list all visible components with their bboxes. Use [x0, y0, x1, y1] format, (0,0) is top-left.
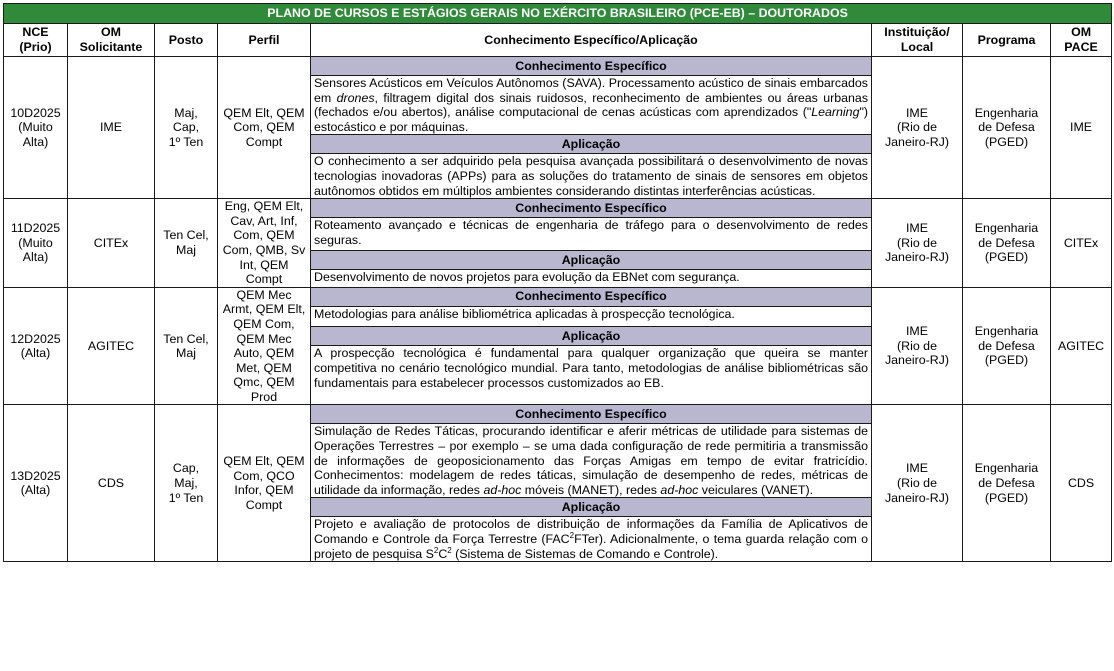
aplicacao-text: Desenvolvimento de novos projetos para evolução da EBNet com segurança.	[311, 270, 872, 287]
om-pace-cell: AGITEC	[1051, 287, 1112, 405]
posto-cell: Ten Cel, Maj	[155, 287, 218, 405]
header-instituicao: Instituição/ Local	[872, 24, 963, 57]
posto-cell: Ten Cel, Maj	[155, 199, 218, 288]
table-title: PLANO DE CURSOS E ESTÁGIOS GERAIS NO EXÉRCITO BRASILEIRO (PCE-EB) – DOUTORADOS	[4, 4, 1112, 24]
programa-cell: Engenharia de Defesa (PGED)	[963, 405, 1051, 562]
instituicao-cell: IME (Rio de Janeiro-RJ)	[872, 57, 963, 199]
section-conhecimento-label: Conhecimento Específico	[311, 287, 872, 306]
programa-cell: Engenharia de Defesa (PGED)	[963, 57, 1051, 199]
posto-cell: Cap, Maj, 1º Ten	[155, 405, 218, 562]
programa-cell: Engenharia de Defesa (PGED)	[963, 199, 1051, 288]
instituicao-cell: IME (Rio de Janeiro-RJ)	[872, 405, 963, 562]
conhecimento-text: Simulação de Redes Táticas, procurando identificar e aferir métricas de utilidade para sistemas de Operações Terrestres – por exemplo – se uma dada configuração de rede permitiria a transmissão de informações de geoposicionamento das Forças Amigas em tempo de evitar fratricídio. Conhecimentos: modelagem de redes táticas, simulação de desempenho de redes, métricas de utilidade da informação, redes ad-hoc móveis (MANET), redes ad-hoc veiculares (VANET).	[311, 424, 872, 498]
section-conhecimento-label: Conhecimento Específico	[311, 405, 872, 424]
column-header-row	[4, 24, 1112, 57]
section-aplicacao-label: Aplicação	[311, 327, 872, 346]
header-programa: Programa	[963, 24, 1051, 57]
nce-cell: 12D2025 (Alta)	[4, 287, 68, 405]
header-om-pace: OM PACE	[1051, 24, 1112, 57]
header-om-solicitante: OM Solicitante	[68, 24, 155, 57]
section-aplicacao-label: Aplicação	[311, 135, 872, 154]
section-conhecimento-label: Conhecimento Específico	[311, 199, 872, 218]
table-row	[4, 199, 1112, 218]
header-conhecimento: Conhecimento Específico/Aplicação	[311, 24, 872, 57]
conhecimento-text: Metodologias para análise bibliométrica aplicadas à prospecção tecnológica.	[311, 306, 872, 327]
table-row	[4, 287, 1112, 306]
conhecimento-text: Roteamento avançado e técnicas de engenharia de tráfego para o desenvolvimento de redes seguras.	[311, 218, 872, 251]
posto-cell: Maj, Cap, 1º Ten	[155, 57, 218, 199]
aplicacao-text: Projeto e avaliação de protocolos de distribuição de informações da Família de Aplicativos de Comando e Controle da Força Terrestre (FAC$^2$FTer). Adicionalmente, o tema guarda relação com o projeto de pesquisa $S^2C^2$ (Sistema de Sistemas de Comando e Controle).	[311, 517, 872, 562]
aplicacao-text: O conhecimento a ser adquirido pela pesquisa avançada possibilitará o desenvolvimento de novas tecnologias inovadoras (APPs) para as soluções do tratamento de sinais de sensores em objetos autônomos obtidos em múltiplos ambientes considerando distintas interferências acústicas.	[311, 154, 872, 199]
om-pace-cell: CITEx	[1051, 199, 1112, 288]
header-posto: Posto	[155, 24, 218, 57]
aplicacao-text: A prospecção tecnológica é fundamental para qualquer organização que queira se manter competitiva no cenário tecnológico mundial. Para tanto, metodologias de análise bibliométricas são fundamentais para estabelecer processos customizados ao EB.	[311, 346, 872, 405]
programa-cell: Engenharia de Defesa (PGED)	[963, 287, 1051, 405]
doutorados-table	[3, 3, 1112, 562]
conhecimento-text: Sensores Acústicos em Veículos Autônomos (SAVA). Processamento acústico de sinais embarcados em drones, filtragem digital dos sinais ruidosos, reconhecimento de ambientes ou áreas urbanas (fechados e/ou abertos), análise computacional de cenas acústicas com aprendizados ("Learning") estocástico e por máquinas.	[311, 76, 872, 135]
nce-cell: 13D2025 (Alta)	[4, 405, 68, 562]
section-aplicacao-label: Aplicação	[311, 251, 872, 270]
perfil-cell: QEM Elt, QEM Com, QCO Infor, QEM Compt	[218, 405, 311, 562]
om-pace-cell: CDS	[1051, 405, 1112, 562]
om-solicitante-cell: CDS	[68, 405, 155, 562]
table-row	[4, 57, 1112, 76]
table-row	[4, 405, 1112, 424]
header-nce: NCE (Prio)	[4, 24, 68, 57]
nce-cell: 11D2025 (Muito Alta)	[4, 199, 68, 288]
nce-cell: 10D2025 (Muito Alta)	[4, 57, 68, 199]
instituicao-cell: IME (Rio de Janeiro-RJ)	[872, 287, 963, 405]
perfil-cell: QEM Elt, QEM Com, QEM Compt	[218, 57, 311, 199]
om-pace-cell: IME	[1051, 57, 1112, 199]
instituicao-cell: IME (Rio de Janeiro-RJ)	[872, 199, 963, 288]
om-solicitante-cell: IME	[68, 57, 155, 199]
perfil-cell: QEM Mec Armt, QEM Elt, QEM Com, QEM Mec Auto, QEM Met, QEM Qmc, QEM Prod	[218, 287, 311, 405]
section-conhecimento-label: Conhecimento Específico	[311, 57, 872, 76]
perfil-cell: Eng, QEM Elt, Cav, Art, Inf, Com, QEM Com, QMB, Sv Int, QEM Compt	[218, 199, 311, 288]
header-perfil: Perfil	[218, 24, 311, 57]
om-solicitante-cell: AGITEC	[68, 287, 155, 405]
om-solicitante-cell: CITEx	[68, 199, 155, 288]
section-aplicacao-label: Aplicação	[311, 498, 872, 517]
